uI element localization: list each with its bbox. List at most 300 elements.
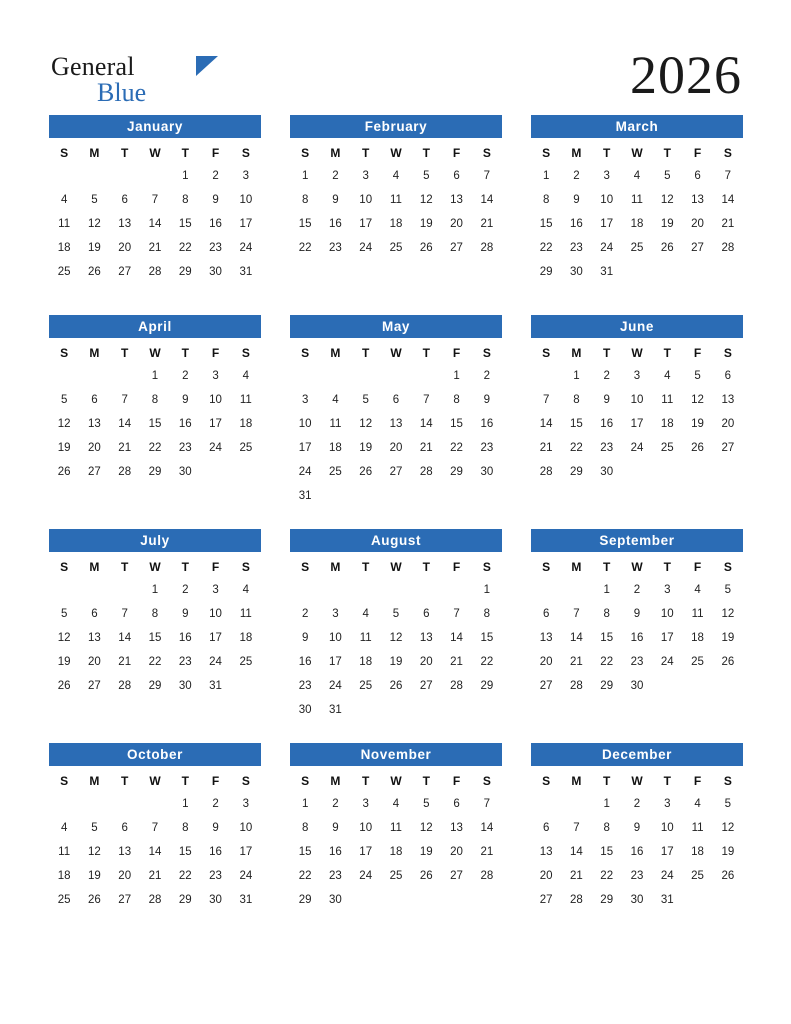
day-cell[interactable]: 26 xyxy=(691,442,704,454)
day-cell[interactable]: 26 xyxy=(88,894,101,906)
day-cell[interactable]: 6 xyxy=(724,370,732,382)
day-cell[interactable]: 28 xyxy=(148,894,162,906)
day-cell[interactable]: 21 xyxy=(480,846,494,858)
day-cell[interactable]: 29 xyxy=(570,466,583,478)
day-cell[interactable]: 31 xyxy=(298,490,312,502)
day-cell[interactable]: 13 xyxy=(539,632,553,644)
day-cell[interactable]: 5 xyxy=(60,608,68,620)
day-cell[interactable]: 21 xyxy=(118,442,132,454)
day-cell[interactable]: 26 xyxy=(721,656,735,668)
day-cell[interactable]: 1 xyxy=(301,798,309,810)
day-cell[interactable]: 22 xyxy=(148,656,162,668)
day-cell[interactable]: 20 xyxy=(389,442,403,454)
day-cell[interactable]: 2 xyxy=(573,170,580,182)
day-cell[interactable]: 10 xyxy=(600,194,614,206)
day-cell[interactable]: 29 xyxy=(148,680,162,692)
day-cell[interactable]: 1 xyxy=(151,584,159,596)
day-cell[interactable]: 17 xyxy=(239,846,253,858)
day-cell[interactable]: 12 xyxy=(419,822,433,834)
day-cell[interactable]: 8 xyxy=(483,608,491,620)
day-cell[interactable]: 15 xyxy=(148,632,162,644)
day-cell[interactable]: 7 xyxy=(542,394,550,406)
day-cell[interactable]: 24 xyxy=(359,870,373,882)
day-cell[interactable]: 28 xyxy=(419,466,433,478)
day-cell[interactable]: 10 xyxy=(359,822,373,834)
day-cell[interactable]: 22 xyxy=(539,242,553,254)
day-cell[interactable]: 5 xyxy=(724,584,732,596)
day-cell[interactable]: 6 xyxy=(453,170,460,182)
day-cell[interactable]: 15 xyxy=(600,632,614,644)
day-cell[interactable]: 23 xyxy=(178,656,192,668)
day-cell[interactable]: 9 xyxy=(573,194,580,206)
day-cell[interactable]: 25 xyxy=(239,656,253,668)
day-cell[interactable]: 26 xyxy=(721,870,735,882)
day-cell[interactable]: 31 xyxy=(239,266,253,278)
day-cell[interactable]: 31 xyxy=(239,894,253,906)
day-cell[interactable]: 12 xyxy=(57,418,71,430)
day-cell[interactable]: 11 xyxy=(390,822,402,834)
day-cell[interactable]: 19 xyxy=(57,656,71,668)
day-cell[interactable]: 4 xyxy=(694,584,701,596)
day-cell[interactable]: 28 xyxy=(480,242,494,254)
day-cell[interactable]: 25 xyxy=(691,870,704,882)
day-cell[interactable]: 29 xyxy=(539,266,553,278)
day-cell[interactable]: 8 xyxy=(182,822,189,834)
day-cell[interactable]: 22 xyxy=(178,870,192,882)
day-cell[interactable]: 18 xyxy=(359,656,373,668)
day-cell[interactable]: 12 xyxy=(660,194,674,206)
day-cell[interactable]: 19 xyxy=(359,442,373,454)
day-cell[interactable]: 7 xyxy=(724,170,732,182)
day-cell[interactable]: 16 xyxy=(600,418,614,430)
day-cell[interactable]: 10 xyxy=(660,608,674,620)
day-cell[interactable]: 15 xyxy=(148,418,162,430)
day-cell[interactable]: 9 xyxy=(603,394,610,406)
day-cell[interactable]: 20 xyxy=(450,218,463,230)
day-cell[interactable]: 21 xyxy=(570,870,583,882)
day-cell[interactable]: 25 xyxy=(389,242,403,254)
day-cell[interactable]: 27 xyxy=(539,894,553,906)
day-cell[interactable]: 8 xyxy=(573,394,580,406)
day-cell[interactable]: 24 xyxy=(660,656,674,668)
day-cell[interactable]: 8 xyxy=(301,822,309,834)
day-cell[interactable]: 10 xyxy=(359,194,373,206)
day-cell[interactable]: 24 xyxy=(630,442,644,454)
day-cell[interactable]: 8 xyxy=(603,608,610,620)
day-cell[interactable]: 2 xyxy=(633,798,641,810)
day-cell[interactable]: 27 xyxy=(450,870,463,882)
day-cell[interactable]: 4 xyxy=(60,822,68,834)
day-cell[interactable]: 3 xyxy=(664,798,671,810)
day-cell[interactable]: 17 xyxy=(298,442,312,454)
day-cell[interactable]: 3 xyxy=(603,170,610,182)
day-cell[interactable]: 11 xyxy=(239,608,252,620)
day-cell[interactable]: 8 xyxy=(542,194,550,206)
day-cell[interactable]: 16 xyxy=(178,418,192,430)
day-cell[interactable]: 1 xyxy=(301,170,309,182)
day-cell[interactable]: 16 xyxy=(630,632,644,644)
day-cell[interactable]: 30 xyxy=(178,466,192,478)
day-cell[interactable]: 29 xyxy=(450,466,463,478)
day-cell[interactable]: 3 xyxy=(212,584,219,596)
day-cell[interactable]: 14 xyxy=(148,218,162,230)
day-cell[interactable]: 10 xyxy=(239,194,253,206)
day-cell[interactable]: 26 xyxy=(359,466,373,478)
day-cell[interactable]: 19 xyxy=(88,242,101,254)
day-cell[interactable]: 15 xyxy=(298,218,312,230)
day-cell[interactable]: 18 xyxy=(691,846,704,858)
day-cell[interactable]: 16 xyxy=(329,218,342,230)
day-cell[interactable]: 4 xyxy=(60,194,68,206)
day-cell[interactable]: 26 xyxy=(419,242,433,254)
day-cell[interactable]: 3 xyxy=(301,394,309,406)
day-cell[interactable]: 3 xyxy=(212,370,219,382)
day-cell[interactable]: 23 xyxy=(178,442,192,454)
day-cell[interactable]: 18 xyxy=(239,418,253,430)
day-cell[interactable]: 4 xyxy=(664,370,671,382)
day-cell[interactable]: 4 xyxy=(633,170,641,182)
day-cell[interactable]: 2 xyxy=(301,608,309,620)
day-cell[interactable]: 9 xyxy=(332,822,339,834)
day-cell[interactable]: 5 xyxy=(423,170,430,182)
day-cell[interactable]: 25 xyxy=(57,266,71,278)
day-cell[interactable]: 27 xyxy=(539,680,553,692)
day-cell[interactable]: 11 xyxy=(329,418,342,430)
day-cell[interactable]: 19 xyxy=(57,442,71,454)
day-cell[interactable]: 12 xyxy=(389,632,403,644)
day-cell[interactable]: 3 xyxy=(362,170,369,182)
day-cell[interactable]: 25 xyxy=(691,656,704,668)
day-cell[interactable]: 30 xyxy=(178,680,192,692)
day-cell[interactable]: 20 xyxy=(539,656,553,668)
day-cell[interactable]: 23 xyxy=(600,442,614,454)
day-cell[interactable]: 11 xyxy=(239,394,252,406)
day-cell[interactable]: 25 xyxy=(389,870,403,882)
day-cell[interactable]: 7 xyxy=(573,608,580,620)
day-cell[interactable]: 15 xyxy=(178,218,192,230)
day-cell[interactable]: 23 xyxy=(630,870,644,882)
day-cell[interactable]: 6 xyxy=(453,798,460,810)
day-cell[interactable]: 19 xyxy=(721,632,735,644)
day-cell[interactable]: 18 xyxy=(660,418,674,430)
day-cell[interactable]: 30 xyxy=(209,894,222,906)
day-cell[interactable]: 15 xyxy=(178,846,192,858)
day-cell[interactable]: 30 xyxy=(630,680,644,692)
day-cell[interactable]: 18 xyxy=(389,846,403,858)
day-cell[interactable]: 7 xyxy=(483,798,491,810)
day-cell[interactable]: 2 xyxy=(483,370,491,382)
day-cell[interactable]: 11 xyxy=(390,194,402,206)
day-cell[interactable]: 6 xyxy=(542,608,550,620)
day-cell[interactable]: 17 xyxy=(359,846,373,858)
day-cell[interactable]: 14 xyxy=(118,418,132,430)
day-cell[interactable]: 7 xyxy=(151,194,159,206)
day-cell[interactable]: 21 xyxy=(450,656,463,668)
day-cell[interactable]: 6 xyxy=(121,822,128,834)
day-cell[interactable]: 22 xyxy=(298,870,312,882)
day-cell[interactable]: 12 xyxy=(359,418,373,430)
day-cell[interactable]: 20 xyxy=(88,656,101,668)
day-cell[interactable]: 13 xyxy=(389,418,403,430)
day-cell[interactable]: 28 xyxy=(539,466,553,478)
day-cell[interactable]: 29 xyxy=(148,466,162,478)
day-cell[interactable]: 24 xyxy=(239,870,253,882)
day-cell[interactable]: 30 xyxy=(480,466,494,478)
day-cell[interactable]: 21 xyxy=(148,870,162,882)
day-cell[interactable]: 11 xyxy=(631,194,643,206)
day-cell[interactable]: 30 xyxy=(209,266,222,278)
day-cell[interactable]: 5 xyxy=(694,370,701,382)
day-cell[interactable]: 13 xyxy=(450,822,463,834)
day-cell[interactable]: 12 xyxy=(88,846,101,858)
day-cell[interactable]: 25 xyxy=(329,466,342,478)
day-cell[interactable]: 18 xyxy=(691,632,704,644)
day-cell[interactable]: 14 xyxy=(450,632,463,644)
day-cell[interactable]: 12 xyxy=(721,822,735,834)
day-cell[interactable]: 24 xyxy=(209,656,222,668)
day-cell[interactable]: 26 xyxy=(88,266,101,278)
day-cell[interactable]: 15 xyxy=(450,418,463,430)
day-cell[interactable]: 26 xyxy=(419,870,433,882)
day-cell[interactable]: 25 xyxy=(359,680,373,692)
day-cell[interactable]: 8 xyxy=(453,394,460,406)
day-cell[interactable]: 24 xyxy=(298,466,312,478)
day-cell[interactable]: 16 xyxy=(209,846,222,858)
day-cell[interactable]: 7 xyxy=(121,608,128,620)
day-cell[interactable]: 29 xyxy=(178,266,192,278)
day-cell[interactable]: 2 xyxy=(332,798,339,810)
day-cell[interactable]: 10 xyxy=(298,418,312,430)
day-cell[interactable]: 21 xyxy=(480,218,494,230)
day-cell[interactable]: 24 xyxy=(239,242,253,254)
day-cell[interactable]: 5 xyxy=(724,798,732,810)
day-cell[interactable]: 10 xyxy=(209,608,222,620)
day-cell[interactable]: 29 xyxy=(600,680,614,692)
day-cell[interactable]: 20 xyxy=(721,418,735,430)
day-cell[interactable]: 9 xyxy=(633,608,641,620)
day-cell[interactable]: 14 xyxy=(721,194,735,206)
day-cell[interactable]: 20 xyxy=(450,846,463,858)
day-cell[interactable]: 20 xyxy=(88,442,101,454)
day-cell[interactable]: 25 xyxy=(630,242,644,254)
day-cell[interactable]: 20 xyxy=(539,870,553,882)
day-cell[interactable]: 23 xyxy=(480,442,494,454)
day-cell[interactable]: 8 xyxy=(151,394,159,406)
day-cell[interactable]: 2 xyxy=(603,370,610,382)
day-cell[interactable]: 6 xyxy=(542,822,550,834)
day-cell[interactable]: 11 xyxy=(691,822,704,834)
day-cell[interactable]: 17 xyxy=(209,632,222,644)
day-cell[interactable]: 31 xyxy=(209,680,222,692)
day-cell[interactable]: 27 xyxy=(721,442,735,454)
day-cell[interactable]: 17 xyxy=(359,218,373,230)
day-cell[interactable]: 11 xyxy=(691,608,704,620)
day-cell[interactable]: 17 xyxy=(660,846,674,858)
day-cell[interactable]: 29 xyxy=(298,894,312,906)
day-cell[interactable]: 24 xyxy=(359,242,373,254)
day-cell[interactable]: 19 xyxy=(389,656,403,668)
day-cell[interactable]: 13 xyxy=(691,194,704,206)
day-cell[interactable]: 28 xyxy=(570,894,583,906)
day-cell[interactable]: 21 xyxy=(721,218,735,230)
day-cell[interactable]: 21 xyxy=(570,656,583,668)
day-cell[interactable]: 16 xyxy=(209,218,222,230)
day-cell[interactable]: 26 xyxy=(57,680,71,692)
day-cell[interactable]: 2 xyxy=(633,584,641,596)
day-cell[interactable]: 15 xyxy=(570,418,583,430)
day-cell[interactable]: 5 xyxy=(664,170,671,182)
day-cell[interactable]: 2 xyxy=(332,170,339,182)
day-cell[interactable]: 9 xyxy=(483,394,491,406)
day-cell[interactable]: 2 xyxy=(212,170,219,182)
day-cell[interactable]: 8 xyxy=(151,608,159,620)
day-cell[interactable]: 15 xyxy=(600,846,614,858)
day-cell[interactable]: 1 xyxy=(182,798,189,810)
day-cell[interactable]: 14 xyxy=(480,194,494,206)
day-cell[interactable]: 5 xyxy=(60,394,68,406)
day-cell[interactable]: 13 xyxy=(88,632,101,644)
day-cell[interactable]: 1 xyxy=(542,170,550,182)
day-cell[interactable]: 26 xyxy=(389,680,403,692)
day-cell[interactable]: 16 xyxy=(570,218,583,230)
day-cell[interactable]: 3 xyxy=(633,370,641,382)
day-cell[interactable]: 27 xyxy=(691,242,704,254)
day-cell[interactable]: 12 xyxy=(691,394,704,406)
day-cell[interactable]: 4 xyxy=(694,798,701,810)
day-cell[interactable]: 23 xyxy=(329,870,342,882)
day-cell[interactable]: 24 xyxy=(329,680,342,692)
day-cell[interactable]: 19 xyxy=(691,418,704,430)
day-cell[interactable]: 13 xyxy=(450,194,463,206)
day-cell[interactable]: 31 xyxy=(660,894,674,906)
day-cell[interactable]: 12 xyxy=(57,632,71,644)
day-cell[interactable]: 30 xyxy=(329,894,342,906)
day-cell[interactable]: 29 xyxy=(178,894,192,906)
day-cell[interactable]: 7 xyxy=(423,394,430,406)
day-cell[interactable]: 28 xyxy=(450,680,463,692)
day-cell[interactable]: 28 xyxy=(480,870,494,882)
day-cell[interactable]: 9 xyxy=(633,822,641,834)
day-cell[interactable]: 29 xyxy=(600,894,614,906)
day-cell[interactable]: 10 xyxy=(239,822,253,834)
day-cell[interactable]: 8 xyxy=(301,194,309,206)
day-cell[interactable]: 4 xyxy=(242,584,250,596)
day-cell[interactable]: 13 xyxy=(118,218,132,230)
day-cell[interactable]: 10 xyxy=(209,394,222,406)
day-cell[interactable]: 5 xyxy=(91,194,98,206)
day-cell[interactable]: 9 xyxy=(182,394,189,406)
day-cell[interactable]: 22 xyxy=(600,656,614,668)
day-cell[interactable]: 22 xyxy=(178,242,192,254)
day-cell[interactable]: 4 xyxy=(242,370,250,382)
day-cell[interactable]: 19 xyxy=(419,846,433,858)
day-cell[interactable]: 23 xyxy=(630,656,644,668)
day-cell[interactable]: 1 xyxy=(151,370,159,382)
day-cell[interactable]: 31 xyxy=(600,266,614,278)
day-cell[interactable]: 20 xyxy=(118,870,132,882)
day-cell[interactable]: 14 xyxy=(480,822,494,834)
day-cell[interactable]: 3 xyxy=(664,584,671,596)
day-cell[interactable]: 12 xyxy=(88,218,101,230)
day-cell[interactable]: 1 xyxy=(603,584,610,596)
day-cell[interactable]: 16 xyxy=(480,418,494,430)
day-cell[interactable]: 27 xyxy=(88,466,101,478)
day-cell[interactable]: 5 xyxy=(91,822,98,834)
day-cell[interactable]: 20 xyxy=(691,218,704,230)
day-cell[interactable]: 22 xyxy=(450,442,463,454)
day-cell[interactable]: 11 xyxy=(661,394,674,406)
day-cell[interactable]: 6 xyxy=(121,194,128,206)
day-cell[interactable]: 20 xyxy=(419,656,433,668)
day-cell[interactable]: 24 xyxy=(209,442,222,454)
day-cell[interactable]: 30 xyxy=(600,466,614,478)
day-cell[interactable]: 30 xyxy=(630,894,644,906)
day-cell[interactable]: 17 xyxy=(600,218,614,230)
day-cell[interactable]: 18 xyxy=(630,218,644,230)
day-cell[interactable]: 30 xyxy=(570,266,583,278)
day-cell[interactable]: 1 xyxy=(453,370,460,382)
day-cell[interactable]: 25 xyxy=(57,894,71,906)
day-cell[interactable]: 27 xyxy=(118,894,132,906)
day-cell[interactable]: 24 xyxy=(660,870,674,882)
day-cell[interactable]: 6 xyxy=(91,394,98,406)
day-cell[interactable]: 23 xyxy=(329,242,342,254)
day-cell[interactable]: 15 xyxy=(480,632,494,644)
day-cell[interactable]: 7 xyxy=(151,822,159,834)
day-cell[interactable]: 22 xyxy=(480,656,494,668)
day-cell[interactable]: 18 xyxy=(239,632,253,644)
day-cell[interactable]: 7 xyxy=(483,170,491,182)
day-cell[interactable]: 19 xyxy=(721,846,735,858)
day-cell[interactable]: 7 xyxy=(121,394,128,406)
day-cell[interactable]: 13 xyxy=(419,632,433,644)
day-cell[interactable]: 28 xyxy=(721,242,735,254)
day-cell[interactable]: 20 xyxy=(118,242,132,254)
day-cell[interactable]: 6 xyxy=(91,608,98,620)
day-cell[interactable]: 10 xyxy=(329,632,342,644)
day-cell[interactable]: 11 xyxy=(359,632,372,644)
day-cell[interactable]: 18 xyxy=(57,242,71,254)
day-cell[interactable]: 28 xyxy=(570,680,583,692)
day-cell[interactable]: 16 xyxy=(630,846,644,858)
day-cell[interactable]: 6 xyxy=(423,608,430,620)
day-cell[interactable]: 9 xyxy=(301,632,309,644)
day-cell[interactable]: 24 xyxy=(600,242,614,254)
day-cell[interactable]: 5 xyxy=(392,608,400,620)
day-cell[interactable]: 14 xyxy=(419,418,433,430)
day-cell[interactable]: 19 xyxy=(660,218,674,230)
day-cell[interactable]: 25 xyxy=(239,442,253,454)
day-cell[interactable]: 8 xyxy=(182,194,189,206)
day-cell[interactable]: 14 xyxy=(570,846,583,858)
day-cell[interactable]: 19 xyxy=(88,870,101,882)
day-cell[interactable]: 8 xyxy=(603,822,610,834)
day-cell[interactable]: 5 xyxy=(423,798,430,810)
day-cell[interactable]: 14 xyxy=(148,846,162,858)
day-cell[interactable]: 26 xyxy=(660,242,674,254)
day-cell[interactable]: 6 xyxy=(392,394,400,406)
day-cell[interactable]: 14 xyxy=(570,632,583,644)
day-cell[interactable]: 9 xyxy=(212,822,219,834)
day-cell[interactable]: 11 xyxy=(58,218,71,230)
day-cell[interactable]: 17 xyxy=(329,656,342,668)
day-cell[interactable]: 2 xyxy=(212,798,219,810)
day-cell[interactable]: 4 xyxy=(362,608,369,620)
day-cell[interactable]: 19 xyxy=(419,218,433,230)
day-cell[interactable]: 13 xyxy=(118,846,132,858)
day-cell[interactable]: 27 xyxy=(450,242,463,254)
day-cell[interactable]: 23 xyxy=(298,680,312,692)
